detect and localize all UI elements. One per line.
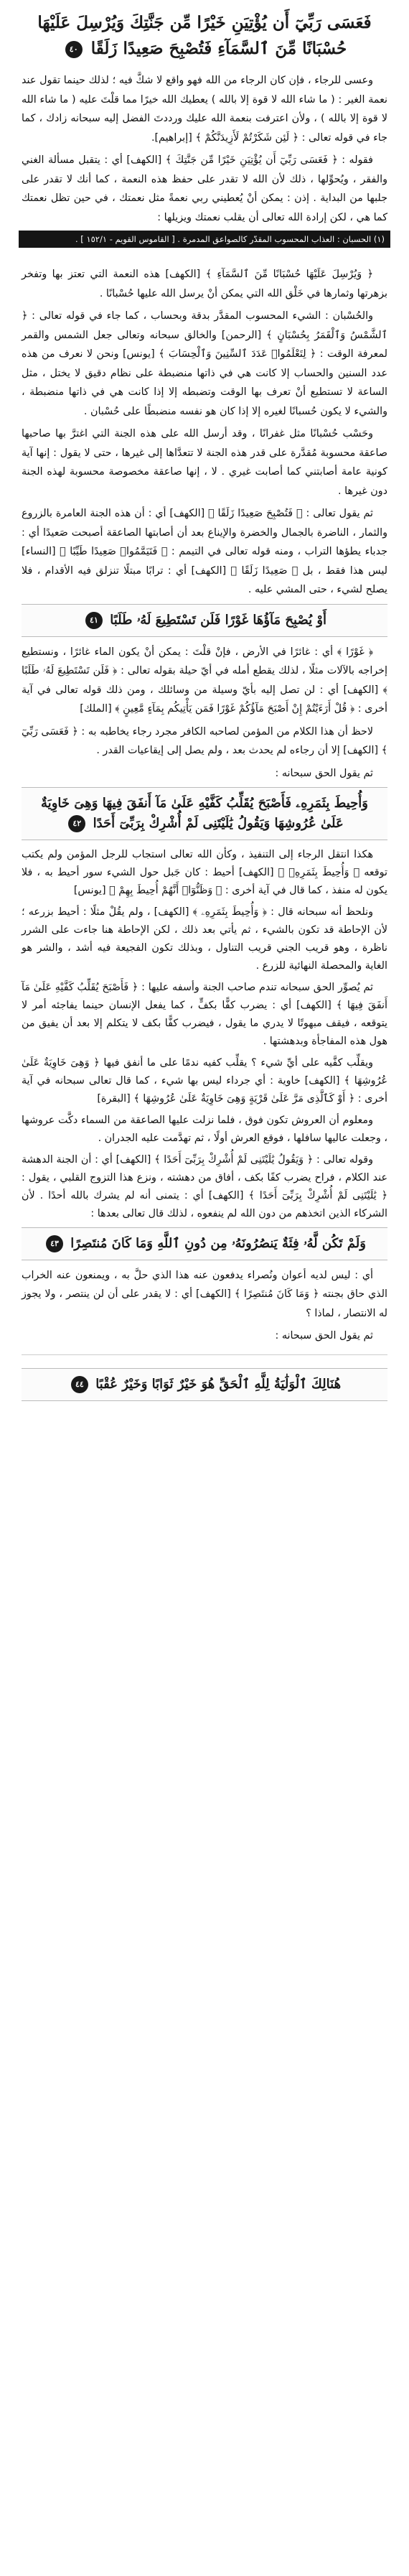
paragraph: ثم يُصوِّر الحق سبحانه تندم صاحب الجنة وأسفه عليها : ﴿ فَأَصْبَحَ يُقَلِّبُ كَفَّيْهِ عَلَىٰ مَآ أَنفَقَ فِيهَا ﴾ [الكهف] أي : يضرب كفًّا بكفٍّ ، كما يفعل الإنسان حينما يفاجئه أمر لا يتوقعه ، فيقف مبهوتًا لا يدري ما يقول ، فيضرب كفًّا بكف لا يتكلم إلا بعد أن يفيق من هول هذه المفاجأة وبدهشتها . bbox=[22, 981, 387, 1047]
paragraph: ﴿ وَيُرْسِلَ عَلَيْهَا حُسْبَانًا مِّنَ ٱلسَّمَآءِ ﴾ [الكهف] هذه النعمة التي تعتز بها وتفخر بزهرتها وثمارها في خَلْق الله التي يمكن أنْ يرسل الله عليها حُسْبانًا . bbox=[22, 269, 387, 299]
paragraph: وحَسْب حُسْبانًا مثل غفرانًا ، وقد أرسل الله على هذه الجنة التي اغترَّ بها صاحبها صاعقة محسوبة مُقدَّرة على قدر هذه الجنة لا تتعدَّاها إلى غيرها ، حتى لا يقول : إنها آية كونية عامة أصابتني كما أصابت غيري . لا ، إنها صاعقة مخصوصة محسوبة لهذه الجنة دون غيرها . bbox=[22, 428, 387, 497]
paragraph: والحُسْبان : الشيء المحسوب المقدَّر بدقة وبحساب ، كما جاء في قوله تعالى : ﴿ ٱلشَّمْسُ وَٱلْقَمَرُ بِحُسْبَانٍ ﴾ [الرحمن] والخالق سبحانه وتعالى جعل الشمس والقمر لمعرفة الوقت : ﴿ لِتَعْلَمُوا۟ عَدَدَ ٱلسِّنِينَ وَٱلْحِسَابَ ﴾ [يونس] ونحن لا نعرف من هذه عدد السنين والحساب إلا كانت هي في ذاتها منضبطة على نظام دقيق لا يختل ، مثل الساعة لا تستطيع أنْ تعرف بها الوقت وتضبطه إلا إذا كانت هي في ذاتها منضبطة ، والشيء لا يكون حُسبانًا لغيره إلا إذا كان هو نفسه منضبطًا على حُسْبان . bbox=[22, 310, 387, 417]
paragraph: ﴿ غَوْرًا ﴾ أي : غائرًا في الأرض ، فإنْ قلْتَ : يمكن أنْ يكون الماء غائرًا ، ونستطيع إخراجه بالآلات مثلًا ، لذلك يقطع أمله في أيّ حيلة بقوله تعالى : ﴿ فَلَن تَسْتَطِيعَ لَهُۥ طَلَبًا ﴾ [الكهف] أي : لن تصل إليه بأيّ وسيلة من وسائلك ، ومن ذلك قوله تعالى في آية أخرى : ﴿ قُلْ أَرَءَيْتُمْ إِنْ أَصْبَحَ مَآؤُكُمْ غَوْرًا فَمَن يَأْتِيكُم بِمَآءٍ مَّعِينٍ ﴾ [الملك] bbox=[22, 646, 387, 715]
verse-banner bbox=[22, 1368, 387, 1401]
footnote: (١) الحسبان : العذاب المحسوب المقدّر كالصواعق المدمرة . [ القاموس القويم - ١٥٢/١ ] . bbox=[19, 231, 390, 248]
paragraph: ثم يقول الحق سبحانه : bbox=[275, 1330, 373, 1342]
verse-text: هُنَالِكَ ٱلْوَلَٰيَةُ لِلَّهِ ٱلْحَقِّ هُوَ خَيْرٌ ثَوَابًا وَخَيْرٌ عُقْبًا bbox=[95, 1376, 342, 1392]
paragraph: ويقلِّب كفَّيه على أيِّ شيء ؟ يقلِّب كفيه ندمًا على ما أنفق فيها ﴿ وَهِىَ خَاوِيَةٌ عَلَىٰ عُرُوشِهَا ﴾ [الكهف] خاوية : أي جرداء ليس بها شيء ، كما قال تعالى سبحانه في آية أخرى : ﴿ أَوْ كَٱلَّذِى مَرَّ عَلَىٰ قَرْيَةٍ وَهِىَ خَاوِيَةٌ عَلَىٰ عُرُوشِهَا ﴾ [البقرة] bbox=[22, 1056, 387, 1105]
verse-banner bbox=[22, 1227, 387, 1260]
verse-number-ornament: ٤٤ bbox=[71, 1376, 88, 1393]
paragraph: ثم يقول تعالى : ﴿ فَتُصْبِحَ صَعِيدًا زَلَقًا ﴾ [الكهف] أي : أن هذه الجنة العامرة بالزروع والثمار ، الناضرة بالجمال والخضرة والإيناع بعد أن أصابتها الصاعقة أصبحت صَعيدًا أي : جدباء يطؤها التراب ، ومنه قوله تعالى في التيمم : ﴿ فَتَيَمَّمُوا۟ صَعِيدًا طَيِّبًا ﴾ [النساء] ليس هذا فقط ، بل ﴿ صَعِيدًا زَلَقًا ﴾ [الكهف] أي : ترابًا مبتلًا تنزلق فيه الأقدام ، فلا يصلح لشيء ، حتى المشي عليه . bbox=[22, 508, 387, 596]
verse-text: فَعَسَى رَبِّيٓ أَن يُؤْتِيَنِ خَيْرًا مِّن جَنَّتِكَ وَيُرْسِلَ عَلَيْهَا حُسْبَانًا مِّنَ ٱلسَّمَآءِ فَتُصْبِحَ صَعِيدًا زَلَقًا bbox=[37, 13, 372, 58]
paragraph: هكذا انتقل الرجاء إلى التنفيذ ، وكأن الله تعالى استجاب للرجل المؤمن ولم يكتب توقعه ﴿ وَأُحِيطَ بِثَمَرِهِۦ ﴾ [الكهف] أحيط : كان جَبل حول الشيء سور أحيط به ، فلا يكون له منفذ ، كما قال في آية أخرى : ﴿ وَظَنُّوٓا۟ أَنَّهُمْ أُحِيطَ بِهِمْ ﴾ [يونس] bbox=[22, 848, 387, 896]
paragraph: لاحظ أن هذا الكلام من المؤمن لصاحبه الكافر مجرد رجاء يخاطبه به : ﴿ فَعَسَى رَبِّيٓ ﴾ [الكهف] إلا أن رجاءه لم يحدث بعد ، ولم يصل إلى إيقاعيات القدر . bbox=[22, 725, 387, 757]
verse-number-ornament: ٤١ bbox=[85, 612, 103, 629]
verse-number-ornament: ٤٢ bbox=[68, 815, 85, 832]
verse-text: وَلَمْ تَكُن لَّهُۥ فِئَةٌ يَنصُرُونَهُۥ مِن دُونِ ٱللَّهِ وَمَا كَانَ مُنتَصِرًا bbox=[70, 1235, 366, 1251]
verse-banner bbox=[22, 604, 387, 637]
verse-banner bbox=[22, 7, 387, 65]
paragraph: ونلحظ أنه سبحانه قال : ﴿ وَأُحِيطَ بِثَمَرِهِۦ ﴾ [الكهف] ، ولم يقُلْ مثلًا : أحيط بزرعه ؛ لأن الإحاطة قد تكون بالشيء ، ثم يأتي بعد ذلك ، لكن الإحاطة هنا جاءت على الشرر ناظرة ، وهو قريب الجني قريب التناول ، وبذلك تكون الفجيعة فيه أشد ، والشر هو الغاية والمحصلة النهائية للزرع . bbox=[22, 906, 387, 972]
paragraph: وقوله تعالى : ﴿ وَيَقُولُ يَٰلَيْتَنِى لَمْ أُشْرِكْ بِرَبِّىٓ أَحَدًا ﴾ [الكهف] أي : أن الجنة الدهشة عند الكلام ، فراح يضرب كفًا بكف ، أفاق من دهشته ، ونزع هذا التزوج القلبي ، يقول : ﴿ يَٰلَيْتَنِى لَمْ أُشْرِكْ بِرَبِّىٓ أَحَدًا ﴾ [الكهف] أي : يتمنى أنه لم يشرك بالله أحدًا . لأن الشركاء الذين اتخذهم من دون الله لم ينفعوه ، لذلك قال تعالى بعدها : bbox=[22, 1153, 387, 1219]
paragraph: وعسى للرجاء ، فإن كان الرجاء من الله فهو واقع لا شكَّ فيه ؛ لذلك حينما تقول عند نعمة الغير : ( ما شاء الله لا قوة إلا بالله ) يعطيك الله خيرًا مما قلْتَ عليه ( ما شاء الله لا قوة إلا بالله ) ، ولأن اعترفت بنعمة الله عليك ورددتَ الفضل إليه سبحانه زادك ، كما جاء في قوله تعالى : ﴿ لَئِن شَكَرْتُمْ لَأَزِيدَنَّكُمْ ﴾ [إبراهيم]. bbox=[22, 75, 387, 144]
verse-banner bbox=[22, 787, 387, 840]
paragraph: ثم يقول الحق سبحانه : bbox=[275, 767, 373, 779]
verse-number-ornament: ٤٠ bbox=[65, 41, 83, 58]
spacer bbox=[22, 255, 387, 265]
paragraph: فقوله : ﴿ فَعَسَى رَبِّيٓ أَن يُؤْتِيَنِ خَيْرًا مِّن جَنَّتِكَ ﴾ [الكهف] أي : يتقبل مسألة الغني والفقر ، ويُحوِّلها ، ذلك لأن الله لا تقدر على حفظ هذه النعمة ، كما أنك لا تقدر على جلبها من البداية . إذن : يمكن أنْ يُعطيني ربي نعمةً مثل نعمتك ، في حين تظل نعمتك كما هي ، لكن إرادة الله تعالى أن يقلب نعمتك ويزيلها : bbox=[22, 154, 387, 223]
verse-number-ornament: ٤٣ bbox=[46, 1235, 63, 1252]
verse-text: وَأُحِيطَ بِثَمَرِهِۦ فَأَصْبَحَ يُقَلِّبُ كَفَّيْهِ عَلَىٰ مَآ أَنفَقَ فِيهَا وَهِىَ خَاوِيَةٌ عَلَىٰ عُرُوشِهَا وَيَقُولُ يَٰلَيْتَنِى لَمْ أُشْرِكْ بِرَبِّىٓ أَحَدًا bbox=[41, 796, 368, 832]
paragraph: ومعلوم أن العروش تكون فوق ، فلما نزلت عليها الصاعقة من السماء دكَّت عروشها ، وجعلت عاليها سافلها ، فوقع العرش أولًا ، ثم تهدَّمت عليه الجدران . bbox=[22, 1114, 387, 1144]
divider bbox=[22, 1354, 387, 1355]
verse-text: أَوْ يُصْبِحَ مَآؤُهَا غَوْرًا فَلَن تَسْتَطِيعَ لَهُۥ طَلَبًا bbox=[110, 612, 327, 628]
paragraph: أي : ليس لديه أعوان ونُصراء يدفعون عنه هذا الذي حلَّ به ، ويمنعون عنه الخراب الذي حاق بجنته ﴿ وَمَا كَانَ مُنتَصِرًا ﴾ [الكهف] أي : لا يقدر على أن لن ينتصر ، ولا يجوز له الانتصار ، لماذا ؟ bbox=[22, 1269, 387, 1319]
